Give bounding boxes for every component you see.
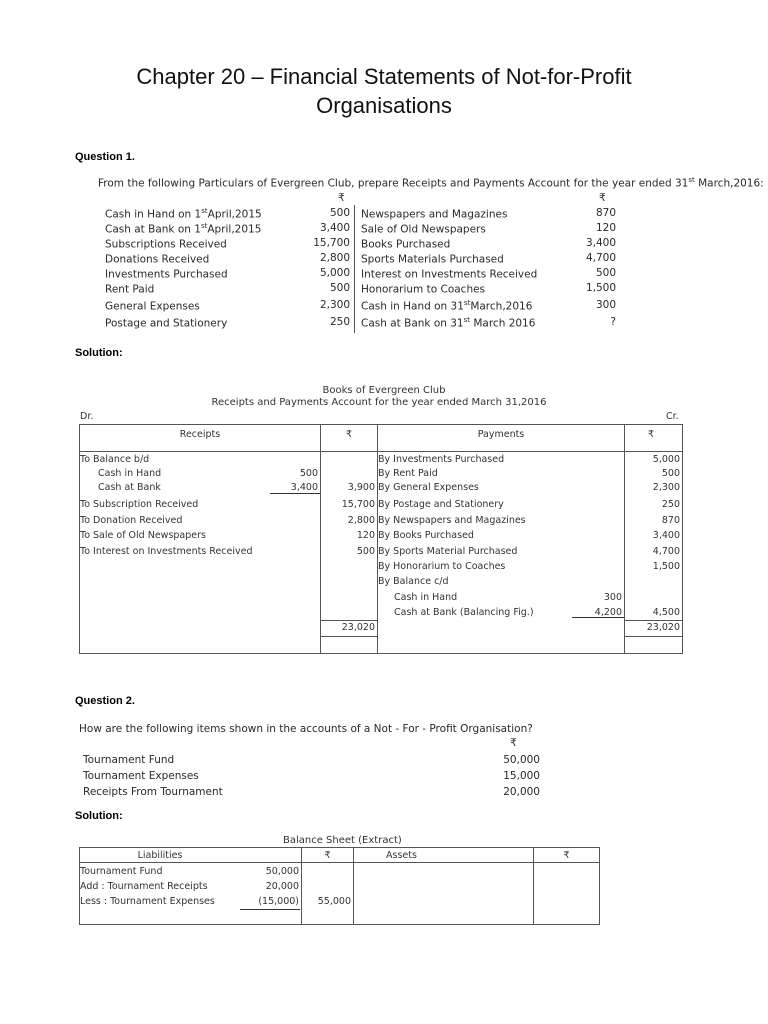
- q2-item-label: Receipts From Tournament: [83, 786, 223, 798]
- receipt-row-label: To Subscription Received: [80, 499, 199, 510]
- given-item-sup: st: [463, 316, 471, 324]
- given-item-amount: 4,700: [585, 252, 616, 264]
- receipt-row-label: To Balance b/d: [80, 454, 150, 465]
- payment-row-label: Cash in Hand: [394, 592, 458, 603]
- col-liabilities: Liabilities: [137, 850, 183, 861]
- payment-row-label: By Honorarium to Coaches: [378, 561, 506, 572]
- given-item-label: Cash at Bank on 1: [105, 223, 201, 236]
- liability-row-label: Tournament Fund: [80, 866, 163, 877]
- payments-total: 23,020: [646, 622, 680, 633]
- question-1-intro: [98, 176, 764, 190]
- given-item: [105, 207, 262, 221]
- given-item-amount: 300: [595, 299, 616, 311]
- given-item-label: Postage and Stationery: [105, 317, 228, 330]
- col-assets: Assets: [386, 850, 417, 861]
- payment-row-label: By Investments Purchased: [378, 454, 505, 465]
- receipt-row-amount: 120: [356, 530, 375, 541]
- given-divider: [354, 205, 355, 333]
- given-item-amount: 120: [595, 222, 616, 234]
- q2-item-amount: 20,000: [503, 786, 540, 798]
- receipt-row-subamount: 3,400: [290, 482, 318, 493]
- liability-row-amount: 55,000: [317, 896, 351, 907]
- given-item-amount: 500: [595, 267, 616, 279]
- given-item-label-end: April,2015: [207, 223, 262, 236]
- given-item-label: Sale of Old Newspapers: [361, 223, 486, 236]
- given-item-label-end: March 2016: [470, 317, 536, 330]
- payment-row-label: By Balance c/d: [378, 576, 449, 587]
- book-title: Books of Evergreen Club: [322, 385, 446, 396]
- q2-item-amount: 50,000: [503, 754, 540, 766]
- page-title: [0, 62, 768, 120]
- given-item-amount: ?: [610, 316, 616, 328]
- payment-row-amount: 4,500: [652, 607, 680, 618]
- given-item-sup: st: [463, 299, 471, 307]
- intro-text: From the following Particulars of Evergreen Club, prepare Receipts and Payments Account for the year ended 31: [98, 177, 689, 190]
- payment-row-subamount: 300: [603, 592, 622, 603]
- receipt-row-label: Cash at Bank: [98, 482, 161, 493]
- question-1-heading: Question 1.: [75, 151, 135, 163]
- given-item-amount: 1,500: [585, 282, 616, 294]
- q2-item-amount: 15,000: [503, 770, 540, 782]
- account-title: Receipts and Payments Account for the year ended March 31,2016: [211, 397, 547, 408]
- given-item: [361, 252, 504, 266]
- receipt-row-label: Cash in Hand: [98, 468, 162, 479]
- given-item-amount: 3,400: [319, 222, 350, 234]
- given-item: [361, 299, 532, 313]
- liability-row-subamount: 50,000: [265, 866, 299, 877]
- col-rupee-left: ₹: [345, 429, 353, 440]
- payment-row-amount: 1,500: [652, 561, 680, 572]
- bs-rupee-left: ₹: [324, 850, 331, 861]
- given-item-label: Cash at Bank on 31: [361, 317, 464, 330]
- given-item-amount: 250: [329, 316, 350, 328]
- given-item: [361, 316, 535, 330]
- dr-label: Dr.: [80, 411, 94, 422]
- payment-row-label: By Rent Paid: [378, 468, 438, 479]
- given-item-label: Investments Purchased: [105, 268, 228, 281]
- cr-label: Cr.: [666, 411, 679, 422]
- col-payments: Payments: [477, 429, 525, 440]
- liability-row-subamount: 20,000: [265, 881, 299, 892]
- given-item-label: Interest on Investments Received: [361, 268, 538, 281]
- intro-text-end: March,2016:: [694, 177, 764, 190]
- q2-item-label: Tournament Expenses: [83, 770, 199, 782]
- receipt-row-label: To Interest on Investments Received: [80, 546, 253, 557]
- payment-row-amount: 2,300: [652, 482, 680, 493]
- given-item: [361, 267, 537, 281]
- payment-row-amount: 4,700: [652, 546, 680, 557]
- given-item-label: Books Purchased: [361, 238, 451, 251]
- given-item: [361, 237, 450, 251]
- payment-row-amount: 500: [661, 468, 680, 479]
- rupee-header-right: ₹: [599, 192, 606, 204]
- liability-row-label: Add : Tournament Receipts: [80, 881, 208, 892]
- given-item-amount: 2,300: [319, 299, 350, 311]
- rupee-header-left: ₹: [338, 192, 345, 204]
- question-2-heading: Question 2.: [75, 695, 135, 707]
- given-item-label: Honorarium to Coaches: [361, 283, 486, 296]
- given-item-amount: 3,400: [585, 237, 616, 249]
- bs-rupee-right: ₹: [563, 850, 570, 861]
- col-receipts: Receipts: [179, 429, 221, 440]
- given-item-label-end: March,2016: [470, 300, 533, 313]
- given-item-label: Cash in Hand on 31: [361, 300, 464, 313]
- given-item-label: Sports Materials Purchased: [361, 253, 504, 266]
- payment-row-label: By Sports Material Purchased: [378, 546, 518, 557]
- given-item-label: Rent Paid: [105, 283, 155, 296]
- receipt-row-amount: 15,700: [341, 499, 375, 510]
- given-item-sup: st: [201, 207, 208, 215]
- given-item-label: Cash in Hand on 1: [105, 208, 202, 221]
- given-item-label: Newspapers and Magazines: [361, 208, 508, 221]
- given-item-label: General Expenses: [105, 300, 200, 313]
- given-item-label: Donations Received: [105, 253, 210, 266]
- given-item: [105, 222, 261, 236]
- given-item: [105, 237, 227, 251]
- intro-sup: st: [688, 176, 695, 184]
- col-rupee-right: ₹: [648, 429, 655, 440]
- given-item: [361, 282, 485, 296]
- q2-rupee-header: ₹: [510, 737, 517, 749]
- given-item: [361, 222, 486, 236]
- given-item-amount: 2,800: [319, 252, 350, 264]
- given-item-amount: 870: [595, 207, 616, 219]
- receipt-row-subamount: 500: [299, 468, 318, 479]
- receipt-row-amount: 3,900: [347, 482, 375, 493]
- payment-row-label: By Newspapers and Magazines: [378, 515, 526, 526]
- given-item-label-end: April,2015: [207, 208, 262, 221]
- receipt-row-amount: 500: [356, 546, 375, 557]
- given-item: [105, 316, 227, 330]
- payment-row-label: By Postage and Stationery: [378, 499, 504, 510]
- receipt-row-amount: 2,800: [347, 515, 375, 526]
- q2-item-label: Tournament Fund: [83, 754, 175, 766]
- payment-row-label: By General Expenses: [378, 482, 479, 493]
- liability-row-label: Less : Tournament Expenses: [80, 896, 215, 907]
- given-item-label: Subscriptions Received: [105, 238, 227, 251]
- given-item-amount: 500: [329, 282, 350, 294]
- given-item: [361, 207, 507, 221]
- given-item-amount: 5,000: [319, 267, 350, 279]
- given-item-sup: st: [200, 222, 208, 230]
- solution-2-heading: Solution:: [75, 810, 123, 822]
- payment-row-label: Cash at Bank (Balancing Fig.): [394, 607, 534, 618]
- given-item-amount: 500: [329, 207, 350, 219]
- given-item: [105, 282, 154, 296]
- receipt-row-label: To Donation Received: [80, 515, 183, 526]
- payment-row-amount: 5,000: [652, 454, 680, 465]
- given-item-amount: 15,700: [313, 237, 350, 249]
- payment-row-amount: 3,400: [652, 530, 680, 541]
- payment-row-label: By Books Purchased: [378, 530, 474, 541]
- receipt-row-label: To Sale of Old Newspapers: [80, 530, 206, 541]
- question-2-intro: How are the following items shown in the accounts of a Not - For - Profit Organisation?: [79, 723, 533, 735]
- given-item: [105, 252, 209, 266]
- payment-row-subamount: 4,200: [594, 607, 622, 618]
- solution-1-heading: Solution:: [75, 347, 123, 359]
- payment-row-amount: 870: [661, 515, 680, 526]
- given-item: [105, 267, 228, 281]
- page-title-line-1: Chapter 20 – Financial Statements of Not-for-Profit: [136, 64, 632, 89]
- given-item: [105, 299, 200, 313]
- balance-sheet-title: Balance Sheet (Extract): [283, 835, 402, 846]
- liability-row-subamount: (15,000): [258, 896, 299, 907]
- receipts-total: 23,020: [341, 622, 375, 633]
- payment-row-amount: 250: [661, 499, 680, 510]
- page-title-line-2: Organisations: [316, 93, 452, 118]
